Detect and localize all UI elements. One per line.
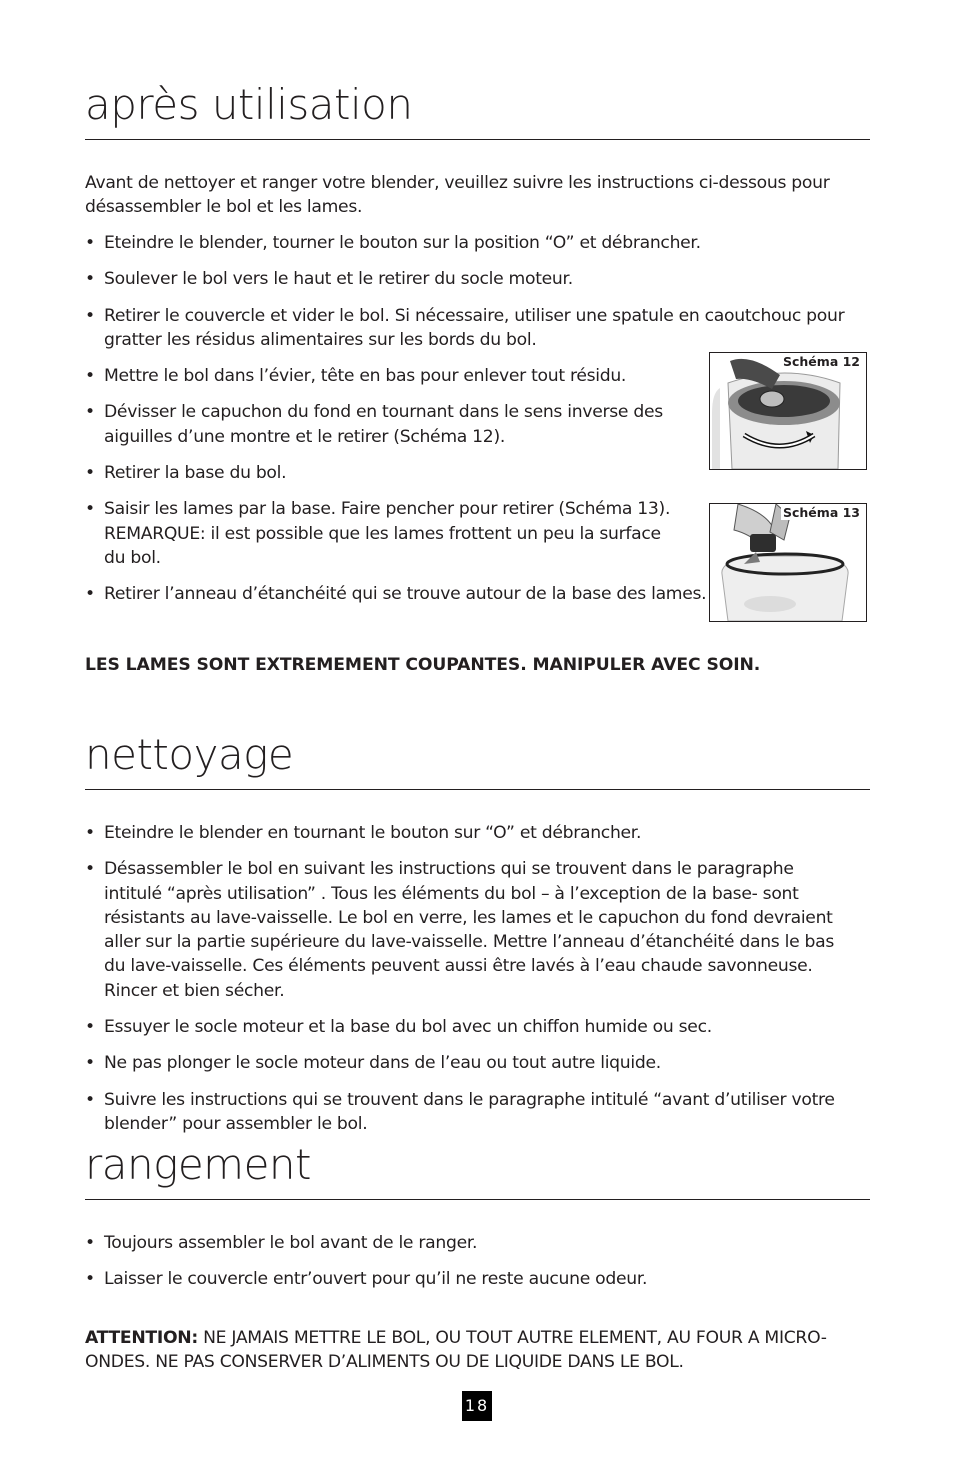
- figure-schema-13: [709, 503, 867, 622]
- nettoyage-list: [85, 821, 845, 1148]
- list-item: • Retirer le couvercle et vider le bol. Si nécessaire, utiliser une spatule en caoutchouc pour gratter les résidus alimentaires sur les bords du bol.: [85, 304, 854, 353]
- list-item: • Laisser le couvercle entr’ouvert pour qu’il ne reste aucune odeur.: [85, 1267, 845, 1291]
- list-item: • Ne pas plonger le socle moteur dans de l’eau ou tout autre liquide.: [85, 1051, 845, 1075]
- divider: [85, 789, 870, 790]
- blade-removal-illustration: [710, 504, 866, 621]
- list-item: • Mettre le bol dans l’évier, tête en bas pour enlever tout résidu.: [85, 364, 704, 388]
- figure-schema-12: [709, 352, 867, 470]
- list-item: • Dévisser le capuchon du fond en tournant dans le sens inverse des aiguilles d’une montre et le retirer (Schéma 12).: [85, 400, 674, 449]
- list-item: • Eteindre le blender en tournant le bouton sur “O” et débrancher.: [85, 821, 845, 845]
- attention-notice: [85, 1326, 870, 1375]
- figure-label: Schéma 13: [783, 505, 860, 520]
- list-item: • Retirer l’anneau d’étanchéité qui se trouve autour de la base des lames.: [85, 582, 724, 606]
- list-item: • Essuyer le socle moteur et la base du bol avec un chiffon humide ou sec.: [85, 1015, 845, 1039]
- list-item: • Eteindre le blender, tourner le bouton sur la position “O” et débrancher.: [85, 231, 870, 255]
- section-title-rangement: rangement: [85, 1140, 312, 1189]
- section-title-nettoyage: nettoyage: [85, 730, 294, 779]
- list-item: • Saisir les lames par la base. Faire pencher pour retirer (Schéma 13). REMARQUE: il est possible que les lames frottent un peu la surface du bol.: [85, 497, 679, 570]
- list-item: • Désassembler le bol en suivant les instructions qui se trouvent dans le paragraphe intitulé “après utilisation” . Tous les éléments du bol – à l’exception de la base- sont résistants au lave-vaisselle. Le bol en verre, les lames et le capuchon du fond devraient aller sur la partie supérieure du lave-vaisselle. Mettre l’anneau d’étanchéité dans le bas du lave-vaisselle. Ces éléments peuvent aussi être lavés à l’eau chaude savonneuse. Rincer et bien sécher.: [85, 857, 845, 1003]
- rangement-list: [85, 1231, 845, 1304]
- list-item: • Retirer la base du bol.: [85, 461, 674, 485]
- intro-paragraph: Avant de nettoyer et ranger votre blender, veuillez suivre les instructions ci-dessous pour désassembler le bol et les lames.: [85, 173, 830, 218]
- blender-jar-unscrew-illustration: [710, 353, 866, 469]
- list-item: • Toujours assembler le bol avant de le ranger.: [85, 1231, 845, 1255]
- attention-text: NE JAMAIS METTRE LE BOL, OU TOUT AUTRE ELEMENT, AU FOUR A MICRO-ONDES. NE PAS CONSERVER D’ALIMENTS OU DE LIQUIDE DANS LE BOL.: [85, 1328, 827, 1373]
- divider: [85, 139, 870, 140]
- page-number: 18: [462, 1391, 492, 1421]
- attention-label: ATTENTION:: [85, 1328, 198, 1348]
- blades-warning: LES LAMES SONT EXTREMEMENT COUPANTES. MANIPULER AVEC SOIN.: [85, 655, 761, 675]
- list-item: • Suivre les instructions qui se trouvent dans le paragraphe intitulé “avant d’utiliser votre blender” pour assembler le bol.: [85, 1088, 845, 1137]
- figure-label: Schéma 12: [783, 354, 860, 369]
- section-title-apres-utilisation: après utilisation: [85, 80, 413, 129]
- list-item: • Soulever le bol vers le haut et le retirer du socle moteur.: [85, 267, 870, 291]
- divider: [85, 1199, 870, 1200]
